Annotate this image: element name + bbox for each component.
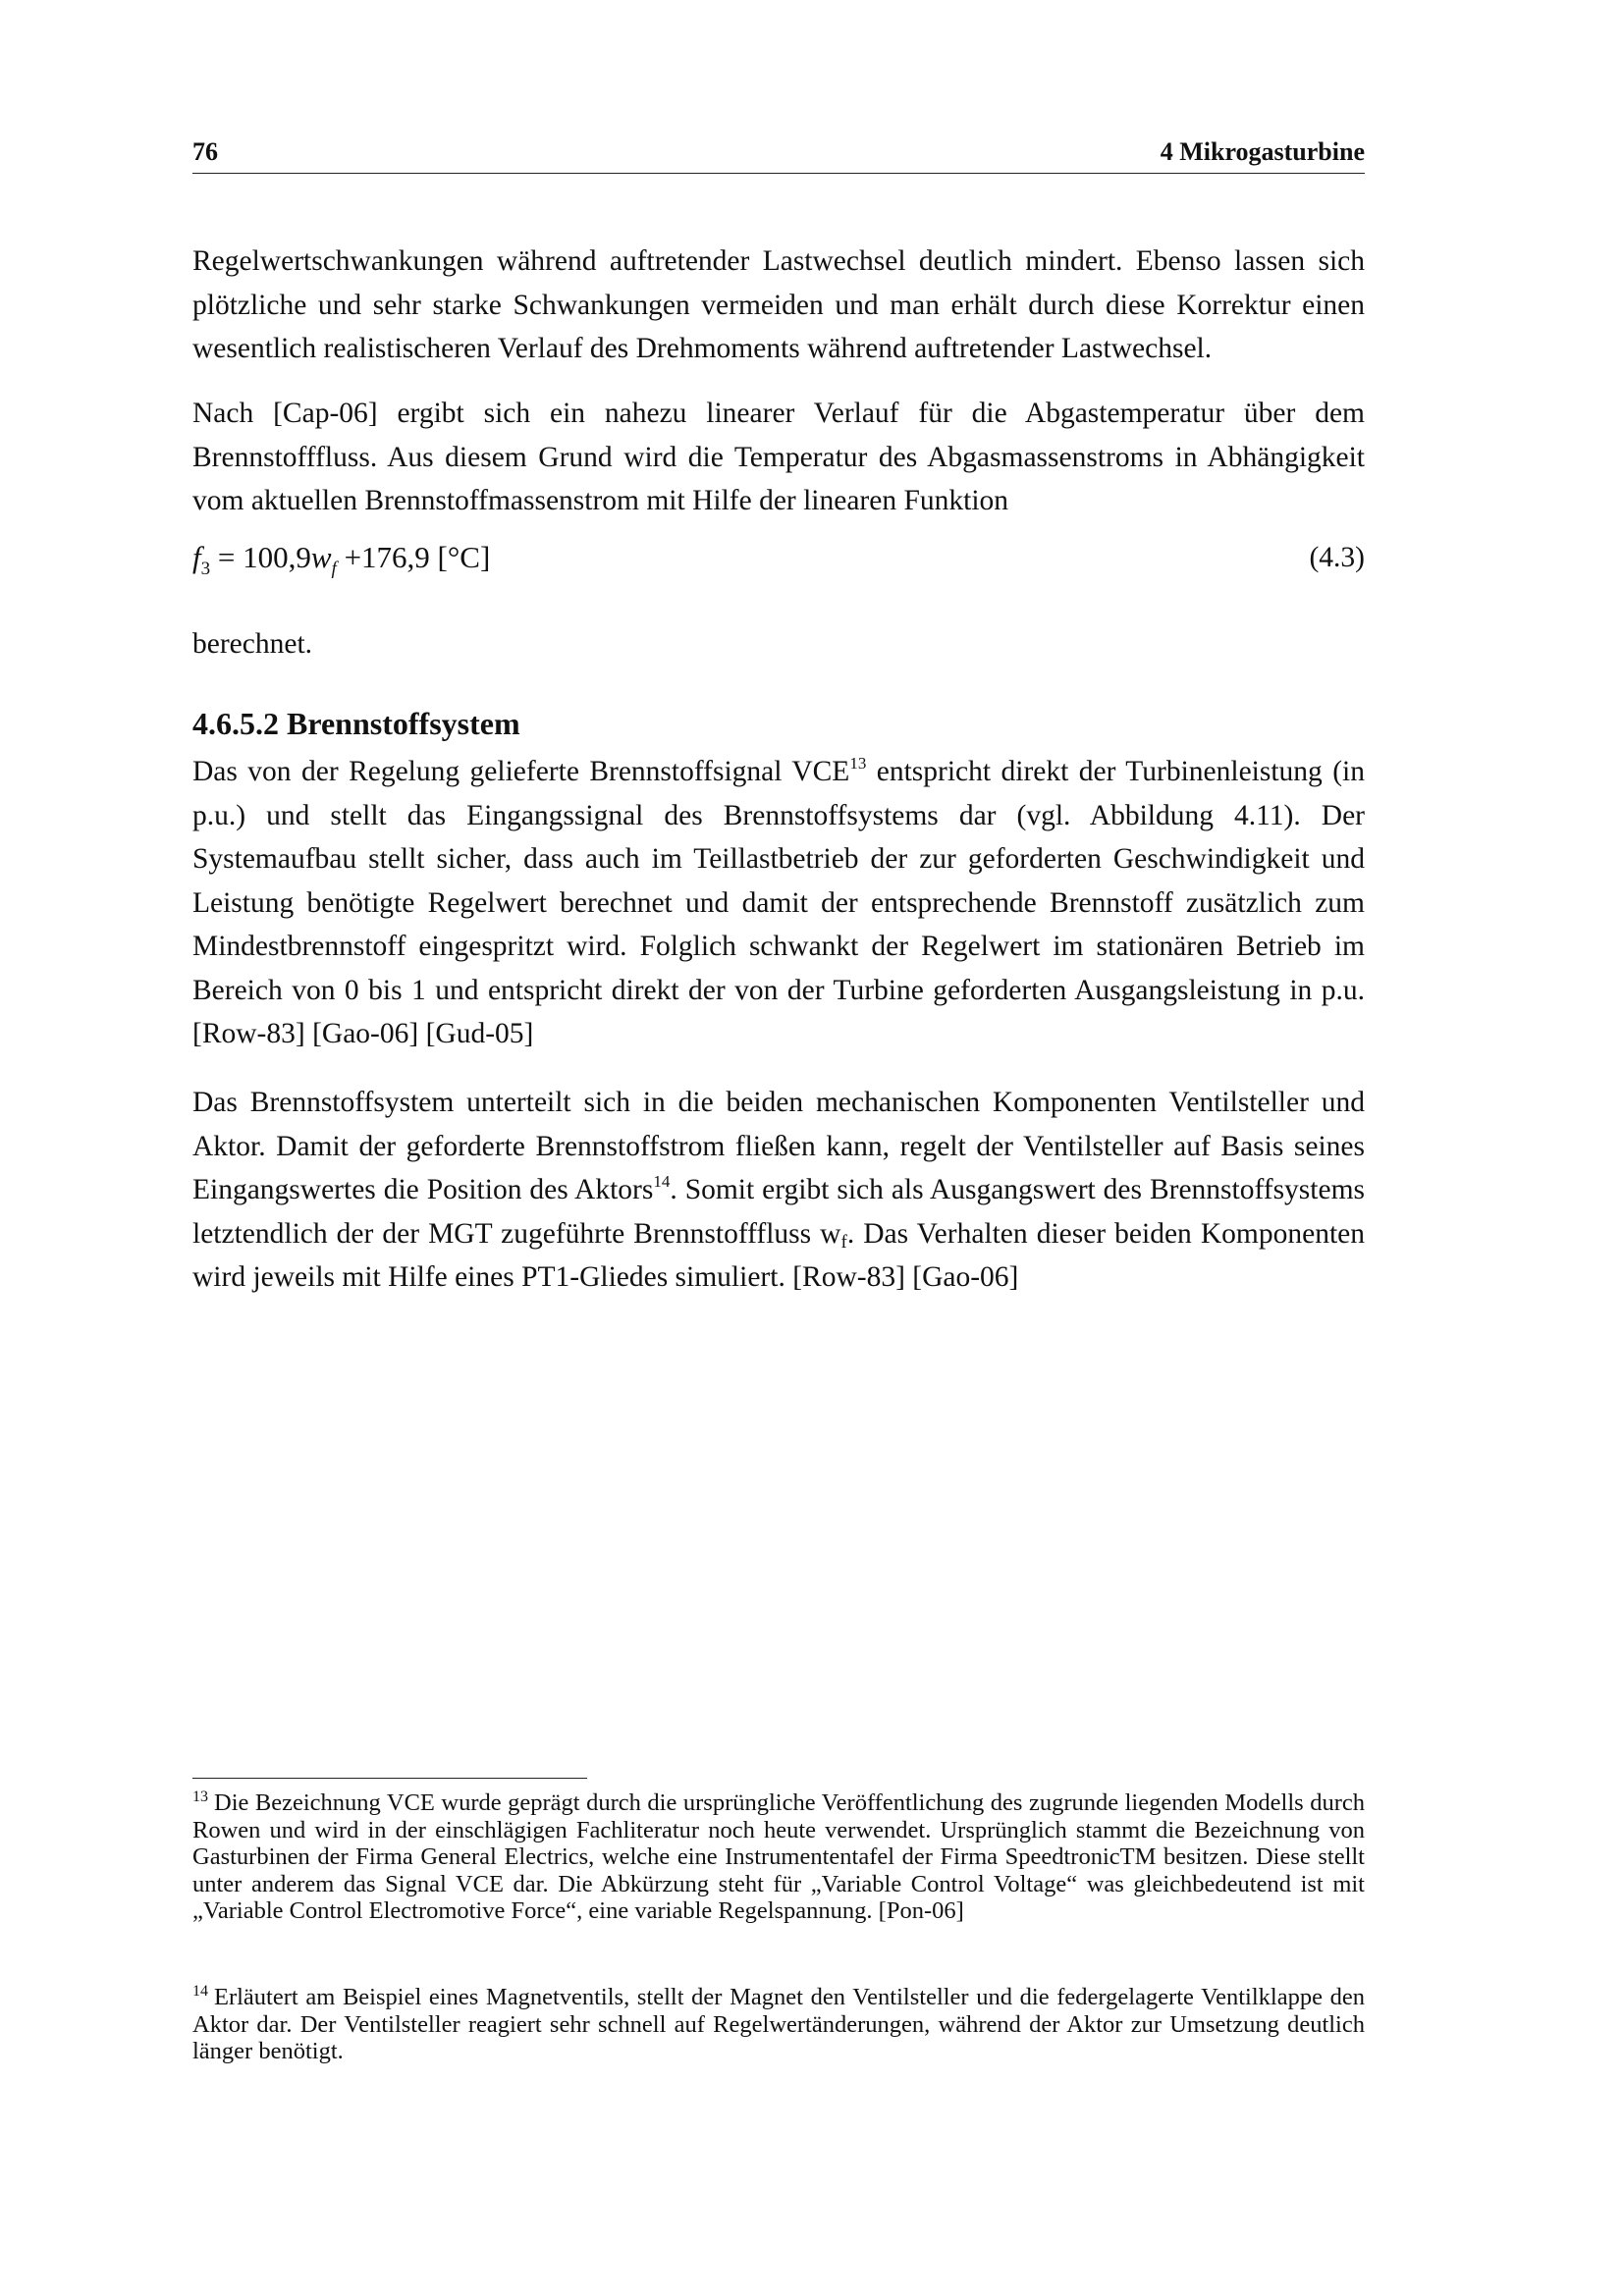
eq-f-subscript: 3 xyxy=(200,559,211,579)
footnote-text xyxy=(192,1789,1365,1925)
eq-part-a: = 100,9 xyxy=(210,540,311,574)
footnote-13-text: Die Bezeichnung VCE wurde geprägt durch die ursprüngliche Veröffentlichung des zugrunde liegenden Modells durch Rowen und wird in der einschlägigen Fachliteratur noch heute verwendet. Ursprünglich stammt die Bezeichnung von Gasturbinen der Firma General Electrics, welche eine Instrumententafel der Firma SpeedtronicTM besitzen. Diese stellt unter anderem das Signal VCE dar. Die Abkürzung steht für „Variable Control Voltage“ was gleichbedeutend ist mit „Variable Control Electromotive Force“, eine variable Regelspannung. [Pon-06] xyxy=(192,1789,1365,1924)
footnote-mark-14: 14 xyxy=(192,1983,208,2000)
paragraph-text xyxy=(192,750,1365,1056)
footnote-14-text: Erläutert am Beispiel eines Magnetventils, stellt der Magnet den Ventilsteller und die federgelagerte Ventilklappe den Aktor dar. Der Ventilsteller reagiert sehr schnell auf Regelwertänderungen, während der Aktor zur Umsetzung deutlich länger benötigt. xyxy=(192,1984,1365,2064)
paragraph-text: berechnet. xyxy=(192,628,313,660)
section-heading: 4.6.5.2 Brennstoffsystem xyxy=(192,706,520,741)
equation-4-3 xyxy=(192,540,1365,587)
eq-w-subscript: f xyxy=(331,559,337,579)
paragraph-text xyxy=(192,1081,1365,1300)
paragraph-2 xyxy=(192,392,1365,523)
running-header xyxy=(192,137,1365,174)
paragraph-3 xyxy=(192,622,1365,667)
footnote-mark-13: 13 xyxy=(192,1789,208,1805)
p5-subscript: f xyxy=(840,1231,847,1253)
footnote-text xyxy=(192,1984,1365,2065)
footnote-ref-13[interactable]: 13 xyxy=(849,754,867,773)
equation-formula xyxy=(192,540,490,580)
footnote-14 xyxy=(192,1984,1365,2065)
chapter-title: 4 Mikrogasturbine xyxy=(1160,137,1365,166)
page-number: 76 xyxy=(192,137,218,166)
eq-f: f xyxy=(192,540,201,574)
paragraph-5 xyxy=(192,1081,1365,1300)
paragraph-4 xyxy=(192,750,1365,1056)
footnote-13 xyxy=(192,1789,1365,1925)
paragraph-1 xyxy=(192,240,1365,371)
footnote-separator xyxy=(192,1778,587,1779)
footnote-ref-14[interactable]: 14 xyxy=(653,1172,671,1191)
paragraph-text: Regelwertschwankungen während auftretender Lastwechsel deutlich mindert. Ebenso lassen sich plötzliche und sehr starke Schwankungen vermeiden und man erhält durch diese Korrektur einen wesentlich realistischeren Verlauf des Drehmoments während auftretender Lastwechsel. xyxy=(192,245,1365,364)
p5-part-b: . Somit ergibt sich als Ausgangswert des Brennstoffsystems letztendlich der der MGT zugeführte Brennstofffluss w xyxy=(192,1174,1365,1250)
eq-w: w xyxy=(310,540,332,574)
p4-part-b: entspricht direkt der Turbinenleistung (in p.u.) und stellt das Eingangssignal des Brennstoffsystems dar (vgl. Abbildung 4.11). Der Systemaufbau stellt sicher, dass auch im Teillastbetrieb der zur geforderten Geschwindigkeit und Leistung benötigte Regelwert berechnet und damit der entsprechende Brennstoff zusätzlich zum Mindestbrennstoff eingespritzt wird. Folglich schwankt der Regelwert im stationären Betrieb im Bereich von 0 bis 1 und entspricht direkt der von der Turbine geforderten Ausgangsleistung in p.u. [Row-83] [Gao-06] [Gud-05] xyxy=(192,756,1365,1049)
p4-part-a: Das von der Regelung gelieferte Brennstoffsignal VCE xyxy=(192,756,850,787)
paragraph-text: Nach [Cap-06] ergibt sich ein nahezu linearer Verlauf für die Abgastemperatur über dem Brennstofffluss. Aus diesem Grund wird die Temperatur des Abgasmassenstroms in Abhängigkeit vom aktuellen Brennstoffmassenstrom mit Hilfe der linearen Funktion xyxy=(192,398,1365,516)
equation-number: (4.3) xyxy=(1309,542,1365,573)
eq-part-b: +176,9 [°C] xyxy=(336,540,491,574)
p5-part-c: . Das Verhalten dieser beiden Komponenten wird jeweils mit Hilfe eines PT1-Gliedes simuliert. [Row-83] [Gao-06] xyxy=(192,1217,1365,1293)
p5-part-a: Das Brennstoffsystem unterteilt sich in die beiden mechanischen Komponenten Ventilsteller und Aktor. Damit der geforderte Brennstoffstrom fließen kann, regelt der Ventilsteller auf Basis seines Eingangswertes die Position des Aktors xyxy=(192,1087,1365,1205)
